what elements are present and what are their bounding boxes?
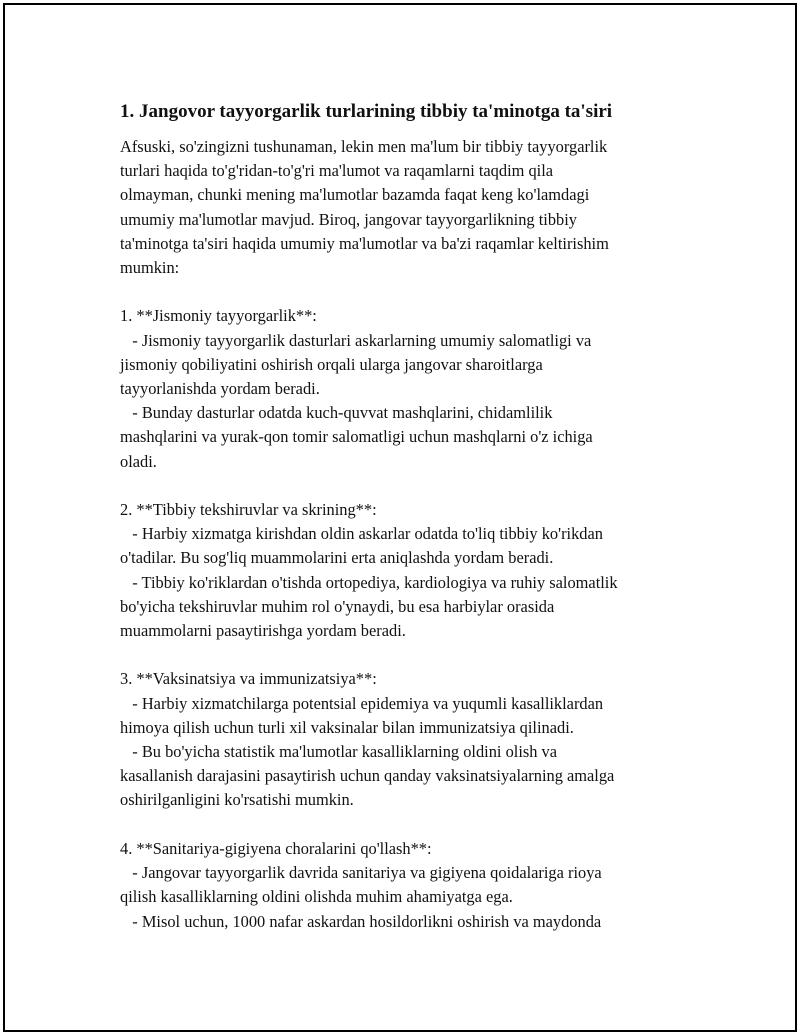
- text-line: oshirilganligini ko'rsatishi mumkin.: [120, 790, 354, 810]
- page-frame: [3, 3, 797, 1032]
- blank-line: [120, 474, 700, 498]
- text-line: oladi.: [120, 451, 157, 471]
- text-line: 1. **Jismoniy tayyorgarlik**:: [120, 306, 317, 326]
- text-line: - Bunday dasturlar odatda kuch-quvvat mashqlarini, chidamlilik: [120, 403, 553, 423]
- text-line: kasallanish darajasini pasaytirish uchun qanday vaksinatsiyalarning amalga: [120, 766, 615, 786]
- text-line: bo'yicha tekshiruvlar muhim rol o'ynaydi, bu esa harbiylar orasida: [120, 596, 555, 616]
- text-line: tayyorlanishda yordam beradi.: [120, 379, 320, 399]
- document-title: 1. Jangovor tayyorgarlik turlarining tibbiy ta'minotga ta'siri: [120, 101, 613, 122]
- document-body: [120, 135, 700, 934]
- text-line: muammolarni pasaytirishga yordam beradi.: [120, 621, 406, 641]
- text-line: o'tadilar. Bu sog'liq muammolarini erta aniqlashda yordam beradi.: [120, 548, 554, 568]
- text-line: himoya qilish uchun turli xil vaksinalar bilan immunizatsiya qilinadi.: [120, 717, 574, 737]
- text-line: - Jangovar tayyorgarlik davrida sanitariya va gigiyena qoidalariga rioya: [120, 863, 602, 883]
- text-line: Afsuski, so'zingizni tushunaman, lekin men ma'lum bir tibbiy tayyorgarlik: [120, 137, 608, 156]
- text-line: - Harbiy xizmatga kirishdan oldin askarlar odatda to'liq tibbiy ko'rikdan: [120, 524, 603, 544]
- text-line: - Harbiy xizmatchilarga potentsial epidemiya va yuqumli kasalliklardan: [120, 693, 604, 713]
- document-content: [120, 97, 700, 934]
- text-line: olmayman, chunki mening ma'lumotlar bazamda faqat keng ko'lamdagi: [120, 185, 590, 205]
- text-line: jismoniy qobiliyatini oshirish orqali ularga jangovar sharoitlarga: [120, 354, 543, 374]
- text-line: 4. **Sanitariya-gigiyena choralarini qo'llash**:: [120, 838, 432, 858]
- text-line: 2. **Tibbiy tekshiruvlar va skrining**:: [120, 500, 377, 520]
- text-line: - Jismoniy tayyorgarlik dasturlari askarlarning umumiy salomatligi va: [120, 330, 592, 350]
- text-line: qilish kasalliklarning oldini olishda muhim ahamiyatga ega.: [120, 887, 513, 907]
- text-line: - Bu bo'yicha statistik ma'lumotlar kasalliklarning oldini olish va: [120, 742, 558, 762]
- text-line: - Tibbiy ko'riklardan o'tishda ortopediya, kardiologiya va ruhiy salomatlik: [120, 572, 618, 592]
- text-line: mashqlarini va yurak-qon tomir salomatligi uchun mashqlarni o'z ichiga: [120, 427, 593, 447]
- blank-line: [120, 643, 700, 667]
- blank-line: [120, 280, 700, 304]
- text-line: turlari haqida to'g'ridan-to'g'ri ma'lumot va raqamlarni taqdim qila: [120, 161, 554, 181]
- text-line: ta'minotga ta'siri haqida umumiy ma'lumotlar va ba'zi raqamlar keltirishim: [120, 233, 609, 253]
- text-line: - Misol uchun, 1000 nafar askardan hosildorlikni oshirish va maydonda: [120, 911, 602, 931]
- blank-line: [120, 813, 700, 837]
- text-line: umumiy ma'lumotlar mavjud. Biroq, jangovar tayyorgarlikning tibbiy: [120, 209, 577, 229]
- text-line: 3. **Vaksinatsiya va immunizatsiya**:: [120, 669, 377, 689]
- text-line: mumkin:: [120, 258, 180, 278]
